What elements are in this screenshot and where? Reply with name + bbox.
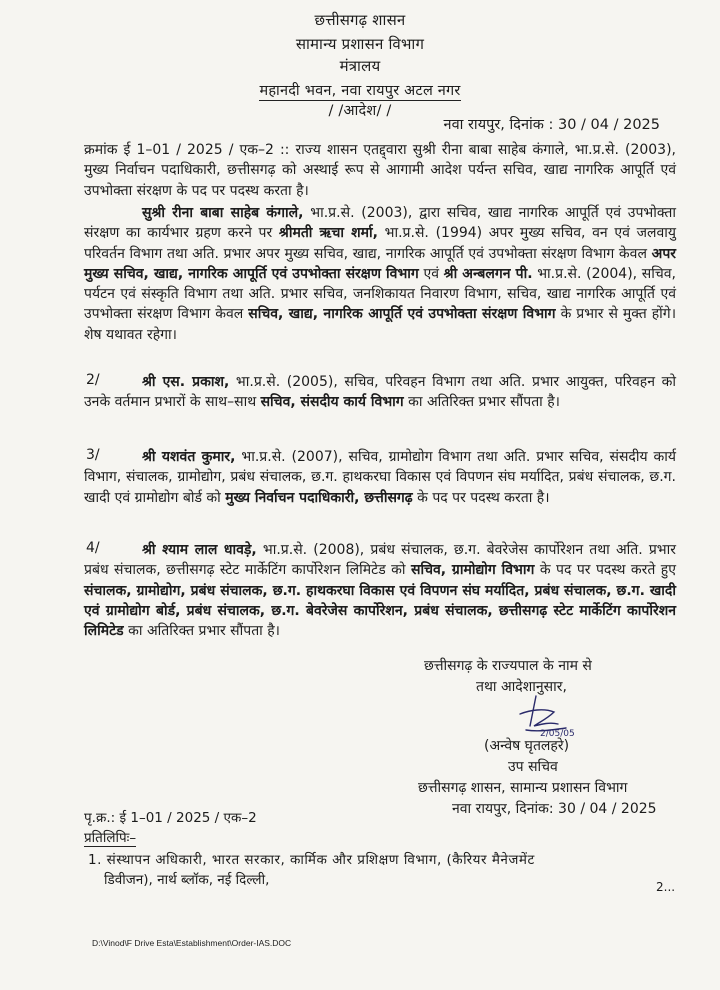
signatory-department: छत्तीसगढ़ शासन, सामान्य प्रशासन विभाग [418,780,628,796]
next-page-marker: 2... [656,880,676,894]
copy-item-1-line2: डिवीजन), नार्थ ब्लॉक, नई दिल्ली, [104,872,270,888]
officer-name-6: श्री श्याम लाल धावड़े, [142,542,257,558]
signatory-designation: उप सचिव [508,759,558,775]
signature-dateline: नवा रायपुर, दिनांक: 30 / 04 / 2025 [452,801,657,817]
header-address: महानदी भवन, नवा रायपुर अटल नगर [259,83,461,99]
header-state: छत्तीसगढ़ शासन [314,11,406,29]
signatory-name: (अन्वेष घृतलहरे) [484,738,570,754]
file-path: D:\Vinod\F Drive Esta\Establishment\Order-IAS.DOC [92,938,292,948]
paragraph-1b: सुश्री रीना बाबा साहेब कंगाले, भा.प्र.से. (2003), द्वारा सचिव, खाद्य नागरिक आपूर्ति एवं उपभोक्ता संरक्षण का कार्यभार ग्रहण करने पर श्रीमती ऋचा शर्मा, भा.प्र.से. (1994) अपर मुख्य सचिव, वन एवं जलवायु परिवर्तन विभाग तथा अति. प्रभार अपर मुख्य सचिव, खाद्य, नागरिक आपूर्ति एवं उपभोक्ता संरक्षण विभाग केवल अपर मुख्य सचिव, खाद्य, नागरिक आपूर्ति एवं उपभोक्ता संरक्षण विभाग एवं श्री अन्बलगन पी. भा.प्र.से. (2004), सचिव, पर्यटन एवं संस्कृति विभाग तथा अति. प्रभार सचिव, जनशिकायत निवारण विभाग, सचिव, खाद्य नागरिक आपूर्ति एवं उपभोक्ता संरक्षण विभाग केवल सचिव, खाद्य, नागरिक आपूर्ति एवं उपभोक्ता संरक्षण विभाग के प्रभार से मुक्त होंगे। शेष यथावत रहेगा। [84,205,677,343]
order-dateline: नवा रायपुर, दिनांक : 30 / 04 / 2025 [443,117,660,133]
paragraph-1 [84,140,676,201]
paragraph-4: श्री श्याम लाल धावड़े, भा.प्र.से. (2008), प्रबंध संचालक, छ.ग. बेवरेजेस कार्पोरेशन तथा अति. प्रभार प्रबंध संचालक, छत्तीसगढ़ स्टेट मार्केटिंग कार्पोरेशन लिमिटेड को सचिव, ग्रामोद्योग विभाग के पद पर पदस्थ करते हुए संचालक, ग्रामोद्योग, प्रबंध संचालक, छ.ग. हाथकरघा विकास एवं विपणन संघ मर्यादित, प्रबंध संचालक, छ.ग. खादी एवं ग्रामोद्योग बोर्ड, प्रबंध संचालक, छ.ग. बेवरेजेस कार्पोरेशन, प्रबंध संचालक, छत्तीसगढ़ स्टेट मार्केटिंग कार्पोरेशन लिमिटेड का अतिरिक्त प्रभार सौंपता है। [84,542,676,640]
copy-reference: पृ.क्र.: ई 1–01 / 2025 / एक–2 [84,810,257,826]
signature-authority-line2: तथा आदेशानुसार, [476,679,567,695]
order-number: क्रमांक ई 1–01 / 2025 / एक–2 [84,142,274,158]
signature-authority-line1: छत्तीसगढ़ के राज्यपाल के नाम से [424,658,592,674]
paragraph-2-number: 2/ [86,372,100,388]
header-order-title: / /आदेश/ / [328,103,392,119]
officer-name-1: सुश्री रीना बाबा साहेब कंगाले, [142,205,304,221]
officer-name-5: श्री यशवंत कुमार, [142,449,236,465]
paragraph-4-number: 4/ [86,540,100,556]
signature-date-scribble: 2/05/05 [540,729,575,739]
copy-heading: प्रतिलिपिः– [84,830,137,846]
officer-name-4: श्री एस. प्रकाश, [142,374,230,390]
officer-name-3: श्री अन्बलगन पी. [443,265,533,282]
handwritten-signature [510,692,580,740]
paragraph-2: श्री एस. प्रकाश, भा.प्र.से. (2005), सचिव, परिवहन विभाग तथा अति. प्रभार आयुक्त, परिवहन को उनके वर्तमान प्रभारों के साथ–साथ सचिव, संसदीय कार्य विभाग का अतिरिक्त प्रभार सौंपता है। [84,374,676,411]
officer-name-2: श्रीमती ऋचा शर्मा, [278,225,378,242]
paragraph-1-body: :: राज्य शासन एतद्द्वारा सुश्री रीना बाबा साहेब कंगाले, भा.प्र.से. (2003), मुख्य निर्वाचन पदाधिकारी, छत्तीसगढ़ को अस्थाई रूप से आगामी आदेश पर्यन्त सचिव, खाद्य नागरिक आपूर्ति एवं उपभोक्ता संरक्षण के पद पर पदस्थ करता है। [84,142,676,199]
paragraph-3-number: 3/ [86,447,100,463]
header-department: सामान्य प्रशासन विभाग [295,35,425,53]
header-ministry: मंत्रालय [339,57,381,75]
copy-item-1-line1: 1. संस्थापन अधिकारी, भारत सरकार, कार्मिक और प्रशिक्षण विभाग, (कैरियर मैनेजमेंट [88,852,535,868]
paragraph-3: श्री यशवंत कुमार, भा.प्र.से. (2007), सचिव, ग्रामोद्योग विभाग तथा अति. प्रभार सचिव, संसदीय कार्य विभाग, संचालक, ग्रामोद्योग, प्रबंध संचालक, छ.ग. हाथकरघा विकास एवं विपणन संघ मर्यादित, प्रबंध संचालक, छ.ग. खादी एवं ग्रामोद्योग बोर्ड को मुख्य निर्वाचन पदाधिकारी, छत्तीसगढ़ के पद पर पदस्थ करता है। [84,449,677,506]
